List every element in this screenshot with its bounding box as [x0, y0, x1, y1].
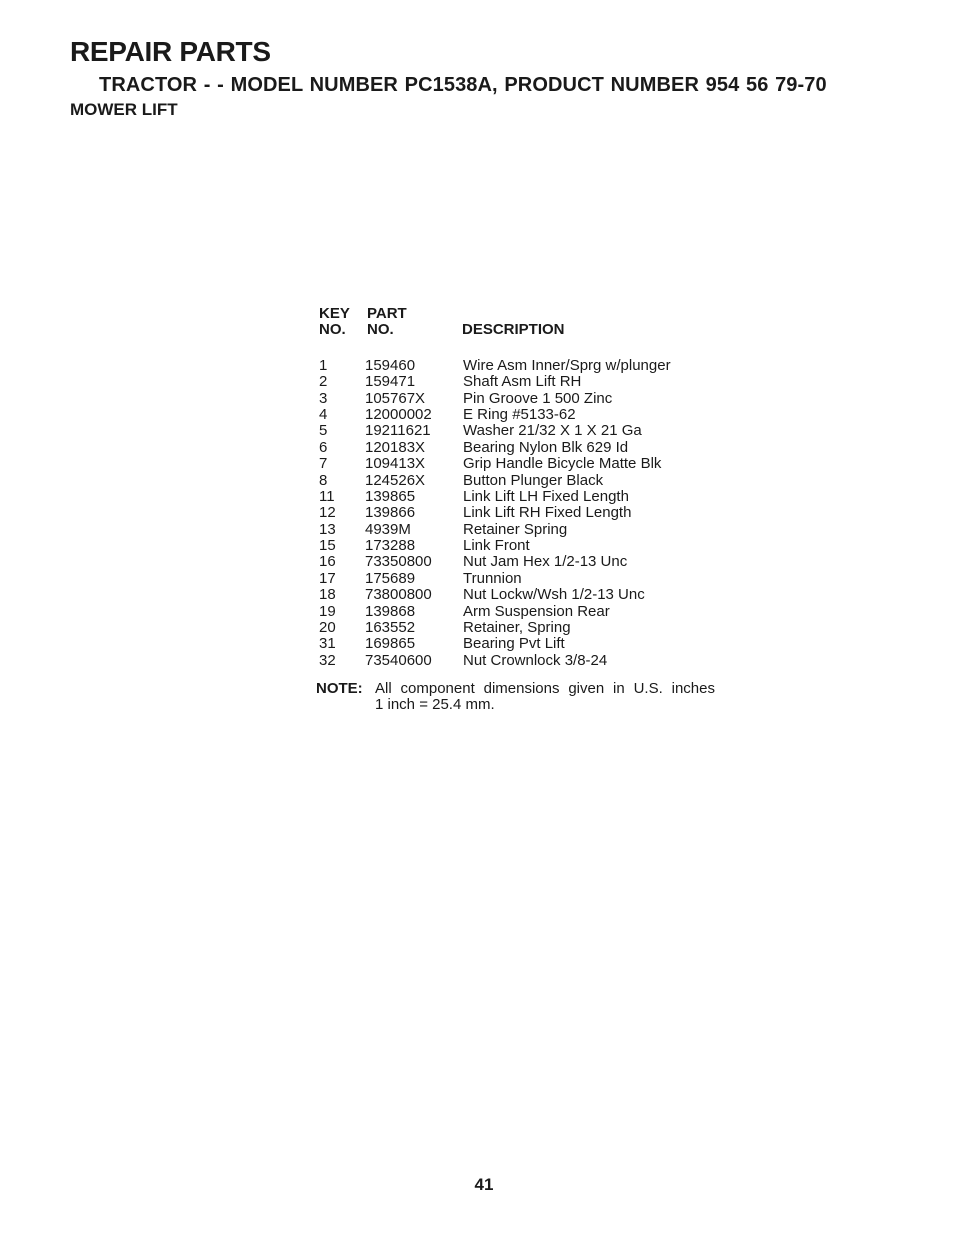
part-no-cell: 4939M	[365, 520, 411, 538]
description-cell: Pin Groove 1 500 Zinc	[463, 389, 613, 407]
description-cell: Link Front	[463, 537, 530, 555]
part-no-cell: 73540600	[365, 651, 432, 669]
key-no-cell: 15	[319, 537, 336, 555]
key-no-cell: 4	[319, 405, 328, 423]
key-no-cell: 18	[319, 586, 336, 604]
description-cell: Wire Asm Inner/Sprg w/plunger	[463, 356, 671, 374]
description-header	[462, 306, 739, 339]
parts-list	[319, 306, 739, 669]
key-no-cell: 12	[319, 504, 336, 522]
part-no-cell: 19211621	[365, 422, 431, 440]
key-no-cell: 7	[319, 455, 328, 473]
part-no-cell: 73350800	[365, 553, 432, 571]
table-row	[319, 636, 739, 652]
table-row	[319, 358, 739, 374]
description-cell: Link Lift RH Fixed Length	[463, 504, 632, 522]
part-no-cell: 169865	[365, 635, 416, 653]
table-row	[319, 620, 739, 636]
part-no-cell: 163552	[365, 619, 416, 637]
table-row	[319, 505, 739, 521]
description-cell: Shaft Asm Lift RH	[463, 373, 582, 391]
key-no-header	[319, 306, 367, 339]
part-no-cell: 120183X	[365, 438, 426, 456]
note	[316, 681, 715, 714]
part-no-cell: 173288	[365, 537, 416, 555]
description-cell: Trunnion	[463, 569, 522, 587]
description-cell: Retainer Spring	[463, 520, 568, 538]
key-no-cell: 16	[319, 553, 336, 571]
key-no-cell: 6	[319, 438, 328, 456]
description-cell: Button Plunger Black	[463, 471, 604, 489]
description-cell: Link Lift LH Fixed Length	[463, 487, 629, 505]
part-no-cell: 139868	[365, 602, 416, 620]
table-row	[319, 653, 739, 669]
description-cell: Washer 21/32 X 1 X 21 Ga	[463, 422, 642, 440]
page-title: REPAIR PARTS	[70, 36, 271, 67]
part-no-cell: 73800800	[365, 586, 432, 604]
part-no-cell: 139866	[365, 504, 416, 522]
part-no-cell: 105767X	[365, 389, 426, 407]
table-row	[319, 407, 739, 423]
table-row	[319, 571, 739, 587]
parts-rows	[319, 358, 739, 669]
description-cell: Bearing Pvt Lift	[463, 635, 565, 653]
page-number: 41	[474, 1175, 494, 1194]
description-cell: Nut Crownlock 3/8-24	[463, 651, 608, 669]
table-row	[319, 374, 739, 390]
description-cell: Arm Suspension Rear	[463, 602, 610, 620]
key-no-cell: 2	[319, 373, 328, 391]
part-header-line2: NO.	[367, 321, 394, 339]
key-no-cell: 5	[319, 422, 328, 440]
note-line-2: 1 inch = 25.4 mm.	[375, 696, 495, 714]
key-no-cell: 3	[319, 389, 328, 407]
key-no-cell: 8	[319, 471, 328, 489]
table-row	[319, 423, 739, 439]
key-no-cell: 32	[319, 651, 336, 669]
description-header-label: DESCRIPTION	[462, 321, 565, 339]
description-cell: Grip Handle Bicycle Matte Blk	[463, 455, 662, 473]
part-no-header	[367, 306, 462, 339]
note-text	[375, 681, 715, 714]
table-row	[319, 489, 739, 505]
description-cell: Retainer, Spring	[463, 619, 571, 637]
table-row	[319, 473, 739, 489]
part-no-cell: 159460	[365, 356, 416, 374]
description-cell: Nut Lockw/Wsh 1/2-13 Unc	[463, 586, 645, 604]
part-header-line1: PART	[367, 305, 407, 322]
key-no-cell: 20	[319, 619, 336, 637]
key-no-cell: 1	[319, 356, 328, 374]
note-label: NOTE:	[316, 680, 363, 697]
key-no-cell: 13	[319, 520, 336, 538]
key-no-cell: 17	[319, 569, 336, 587]
section-heading: MOWER LIFT	[70, 100, 178, 119]
table-row	[319, 604, 739, 620]
description-cell: Bearing Nylon Blk 629 Id	[463, 438, 629, 456]
table-row	[319, 456, 739, 472]
part-no-cell: 139865	[365, 487, 416, 505]
part-no-cell: 124526X	[365, 471, 426, 489]
key-header-line1: KEY	[319, 305, 350, 322]
key-no-cell: 11	[319, 487, 335, 505]
table-row	[319, 522, 739, 538]
key-header-line2: NO.	[319, 321, 346, 339]
part-no-cell: 12000002	[365, 405, 432, 423]
table-row	[319, 391, 739, 407]
parts-list-header	[319, 306, 739, 339]
table-row	[319, 440, 739, 456]
description-cell: E Ring #5133-62	[463, 405, 576, 423]
part-no-cell: 159471	[365, 373, 416, 391]
part-no-cell: 175689	[365, 569, 416, 587]
key-no-cell: 31	[319, 635, 336, 653]
table-row	[319, 554, 739, 570]
key-no-cell: 19	[319, 602, 336, 620]
table-row	[319, 587, 739, 603]
description-cell: Nut Jam Hex 1/2-13 Unc	[463, 553, 628, 571]
part-no-cell: 109413X	[365, 455, 426, 473]
table-row	[319, 538, 739, 554]
model-subtitle: TRACTOR - - MODEL NUMBER PC1538A, PRODUCT NUMBER 954 56 79-70	[99, 74, 827, 96]
note-line-1: All component dimensions given in U.S. inches	[375, 680, 715, 697]
